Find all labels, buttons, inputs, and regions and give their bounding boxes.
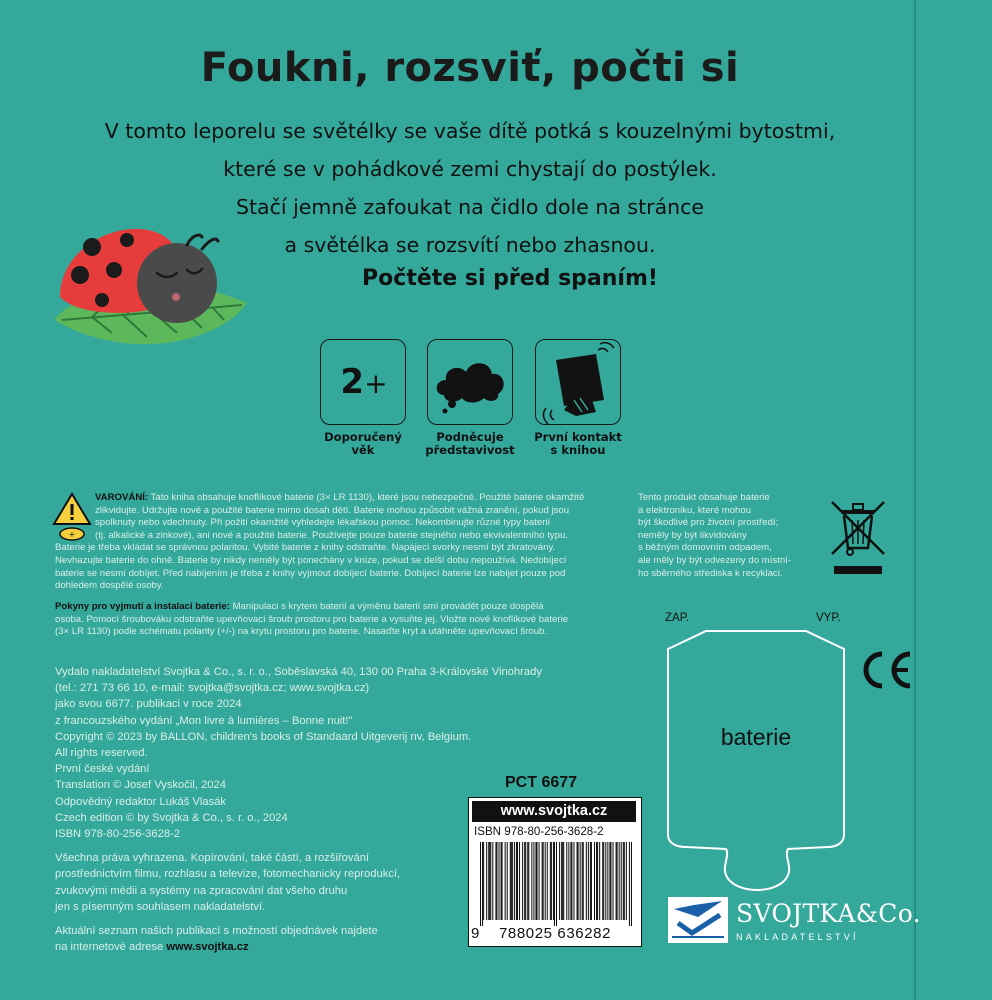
barcode-bar bbox=[591, 842, 592, 920]
spine-fold-line bbox=[914, 0, 916, 1000]
barcode-bar bbox=[543, 842, 544, 920]
barcode-bar bbox=[490, 842, 491, 920]
barcode-bar bbox=[525, 842, 526, 920]
barcode-bar bbox=[568, 842, 569, 920]
barcode-bar bbox=[531, 842, 532, 920]
battery-label: baterie bbox=[720, 724, 792, 750]
barcode-bar bbox=[542, 842, 543, 920]
rights-line: zvukovými médii a systémy na zpracování dat všeho druhu bbox=[55, 884, 348, 897]
warning-line: spolknuty nebo vdechnuty. Při požití okamžitě vyhledejte lékařskou pomoc. Nekombinujte různé typy baterií bbox=[95, 517, 551, 529]
product-code: PCT 6677 bbox=[505, 774, 578, 791]
barcode-bar bbox=[510, 842, 511, 920]
recycling-line: ho sběrného střediska k recyklaci. bbox=[638, 567, 783, 579]
imprint-line: Vydalo nakladatelství Svojtka & Co., s. r. o., Soběslavská 40, 130 00 Praha 3-Královské Vinohrady bbox=[55, 666, 542, 678]
svg-text:+: + bbox=[68, 530, 76, 539]
imprint-line: (tel.: 271 73 66 10, e-mail: svojtka@svojtka.cz; www.svojtka.cz) bbox=[55, 682, 370, 695]
barcode-label bbox=[468, 797, 642, 947]
barcode-bar bbox=[524, 842, 525, 920]
barcode-bar bbox=[507, 842, 508, 920]
instructions-heading: Pokyny pro vyjmutí a instalaci baterie: bbox=[55, 601, 230, 612]
barcode-bar bbox=[528, 842, 529, 920]
battery-warning bbox=[55, 492, 611, 593]
barcode-bar bbox=[596, 842, 597, 920]
barcode-bars-icon bbox=[480, 842, 632, 926]
barcode-bar bbox=[631, 842, 632, 926]
barcode-bar bbox=[624, 842, 625, 920]
imagination-label-line1: Podněcuje bbox=[436, 430, 504, 444]
imprint-line: Translation © Josef Vyskočil, 2024 bbox=[55, 779, 226, 792]
warning-line: baterie se nesmí dobíjet. Před nabíjením je třeba z knihy vyjmout dobíjecí baterie. Dobíjecí baterie lze nabíjet pouze pod bbox=[55, 567, 566, 579]
imprint-line: All rights reserved. bbox=[55, 747, 148, 760]
warning-line: (tj. alkalické a zinkové), ani nové a použité baterie. Používejte pouze baterie stejného nebo ekvivalentního typu. bbox=[95, 529, 569, 541]
intro-line: a světélka se rozsvítí nebo zhasnou. bbox=[284, 233, 656, 257]
barcode-bar bbox=[563, 842, 564, 920]
barcode-bar bbox=[573, 842, 574, 920]
imprint-line: Odpovědný redaktor Lukáš Vlasák bbox=[55, 795, 227, 808]
rights-line: Všechna práva vyhrazena. Kopírování, také částí, a rozšiřování bbox=[55, 852, 370, 865]
barcode-bar bbox=[607, 842, 608, 920]
imagination-label bbox=[410, 431, 530, 457]
barcode-bar bbox=[498, 842, 499, 920]
barcode-url: www.svojtka.cz bbox=[472, 801, 636, 822]
first-contact-label bbox=[518, 431, 638, 457]
book-title: Foukni, rozsviť, počti si bbox=[200, 45, 740, 91]
barcode-bar bbox=[594, 842, 595, 920]
ce-mark-icon bbox=[858, 648, 914, 692]
ladybug-icon bbox=[60, 229, 218, 323]
warning-line: Nevhazujte baterie do ohně. Baterie by nikdy neměly být ponechány v knize, pokud se delší dobu nepoužívá. Nedobíjecí bbox=[55, 554, 567, 566]
barcode-bar bbox=[527, 842, 528, 920]
barcode-bar bbox=[610, 842, 611, 920]
first-contact-label-line1: První kontakt bbox=[534, 430, 622, 444]
barcode-bar bbox=[599, 842, 600, 920]
thought-cloud-icon bbox=[428, 340, 514, 426]
imagination-label-line2: představivost bbox=[425, 443, 515, 457]
barcode-bar bbox=[501, 842, 502, 920]
age-plus: + bbox=[364, 367, 388, 400]
barcode-bar bbox=[603, 842, 604, 920]
warning-line: Baterie je třeba vkládat se správnou polaritou. Vybité baterie z knihy odstraňte. Napájecí svorky nesmí být zkratovány. bbox=[55, 542, 556, 554]
barcode-bar bbox=[519, 842, 520, 920]
barcode-bar bbox=[489, 842, 490, 920]
barcode-bar bbox=[586, 842, 587, 920]
barcode-bar bbox=[488, 842, 489, 920]
instructions-line: osoba. Pomocí šroubováku odstraňte upevňovací šroub prostoru pro baterie a vysuňte jej. Vložte nové knoflíkové baterie bbox=[55, 613, 569, 625]
barcode-bar bbox=[559, 842, 560, 920]
rights-line: prostřednictvím filmu, rozhlasu a televize, fotomechanicky reprodukcí, bbox=[55, 868, 401, 881]
recycling-line: Tento produkt obsahuje baterie bbox=[638, 492, 770, 503]
barcode-bar bbox=[554, 842, 555, 926]
barcode-bar bbox=[626, 842, 627, 920]
barcode-bar bbox=[616, 842, 617, 920]
barcode-bar bbox=[578, 842, 579, 920]
barcode-bar bbox=[583, 842, 584, 920]
barcode-first-digit: 9 bbox=[471, 925, 480, 942]
age-icon bbox=[321, 362, 407, 402]
switch-on-label: ZAP. bbox=[665, 612, 690, 624]
recycling-line: ale měly by být odvezeny do místní- bbox=[638, 554, 792, 566]
barcode-bar bbox=[550, 842, 551, 920]
recycling-line: s běžným domovním odpadem, bbox=[638, 542, 772, 554]
imprint-line: z francouzského vydání „Mon livre à lumières – Bonne nuit!" bbox=[55, 714, 353, 727]
barcode-bar bbox=[495, 842, 496, 920]
barcode-bar bbox=[516, 842, 517, 920]
barcode-bar bbox=[566, 842, 567, 920]
barcode-bar bbox=[619, 842, 620, 920]
crossed-bin-icon bbox=[826, 496, 890, 584]
recycling-line: být škodlivé pro životní prostředí; bbox=[638, 517, 779, 529]
intro-line: V tomto leporelu se světélky se vaše dítě potká s kouzelnými bytostmi, bbox=[104, 119, 836, 143]
barcode-bar bbox=[535, 842, 536, 920]
barcode-bar bbox=[533, 842, 534, 920]
barcode-bar bbox=[547, 842, 548, 920]
barcode-bar bbox=[629, 842, 630, 926]
barcode-bar bbox=[570, 842, 571, 920]
catalog-line: Aktuální seznam našich publikací s možností objednávek najdete bbox=[55, 925, 378, 938]
barcode-bar bbox=[577, 842, 578, 920]
barcode-bar bbox=[556, 842, 557, 926]
barcode-bar bbox=[588, 842, 589, 920]
age-recommendation-box bbox=[320, 339, 406, 425]
instructions-line: Manipulaci s krytem baterií a výměnu baterií smí provádět pouze dospělá bbox=[232, 601, 544, 612]
ladybug-illustration bbox=[52, 225, 252, 365]
barcode-bar bbox=[492, 842, 493, 920]
recycling-line: neměly by být likvidovány bbox=[638, 529, 747, 541]
barcode-number bbox=[469, 925, 641, 942]
barcode-bar bbox=[512, 842, 513, 920]
instructions-line: (3× LR 1130) podle schématu polarity (+/-) na krytu prostoru pro baterie. Nasaďte kryt a utáhněte upevňovací šroub. bbox=[55, 626, 548, 638]
barcode-bar bbox=[623, 842, 624, 920]
barcode-bar bbox=[502, 842, 503, 920]
recycling-notice bbox=[638, 492, 818, 580]
battery-instructions bbox=[55, 601, 611, 639]
barcode-bar bbox=[545, 842, 546, 920]
intro-line: Stačí jemně zafoukat na čidlo dole na stránce bbox=[235, 195, 705, 219]
imprint-line: Copyright © 2023 by BALLON, children's books of Standaard Uitgeverij nv, Belgium. bbox=[55, 730, 472, 743]
barcode-bar bbox=[551, 842, 552, 920]
publisher-name: SVOJTKA&Co. bbox=[736, 899, 921, 928]
imprint-line: Czech edition © by Svojtka & Co., s. r. o., 2024 bbox=[55, 811, 288, 824]
barcode-bar bbox=[582, 842, 583, 920]
imagination-box bbox=[427, 339, 513, 425]
barcode-bar bbox=[605, 842, 606, 920]
age-label-line1: Doporučený bbox=[324, 430, 402, 444]
barcode-bar bbox=[483, 842, 484, 920]
barcode-bar bbox=[571, 842, 572, 920]
barcode-bar bbox=[511, 842, 512, 920]
barcode-bar bbox=[562, 842, 563, 920]
barcode-bar bbox=[539, 842, 540, 920]
barcode-bar bbox=[609, 842, 610, 920]
first-contact-label-line2: s knihou bbox=[550, 443, 606, 457]
barcode-bar bbox=[580, 842, 581, 920]
battery-compartment-outline bbox=[664, 627, 850, 927]
barcode-bar bbox=[553, 842, 554, 920]
website-link[interactable]: www.svojtka.cz bbox=[166, 941, 249, 954]
imprint-line: První české vydání bbox=[55, 763, 150, 776]
touch-book-icon bbox=[536, 340, 622, 426]
barcode-bar bbox=[517, 842, 518, 920]
switch-off-label: VYP. bbox=[816, 612, 841, 624]
publisher-subtitle: NAKLADATELSTVÍ bbox=[736, 932, 859, 942]
barcode-bar bbox=[496, 842, 497, 920]
first-contact-box bbox=[535, 339, 621, 425]
warning-line: dohledem dospělé osoby. bbox=[55, 580, 164, 592]
recycling-line: a elektroniku, které mohou bbox=[638, 504, 752, 516]
rights-line: jen s písemným souhlasem nakladatelství. bbox=[55, 900, 266, 913]
catalog-prefix: na internetové adrese bbox=[55, 941, 167, 954]
barcode-bar bbox=[522, 842, 523, 920]
warning-line: zlikvidujte. Udržujte nové a použité baterie mimo dosah dětí. Baterie mohou způsobit vážná zranění, pokud jsou bbox=[95, 504, 570, 516]
age-label-line2: věk bbox=[351, 443, 375, 457]
barcode-bar bbox=[617, 842, 618, 920]
tagline: Počtěte si před spaním! bbox=[362, 266, 658, 291]
imprint-line: ISBN 978-80-256-3628-2 bbox=[55, 828, 181, 841]
barcode-digits: 788025 636282 bbox=[498, 925, 612, 942]
barcode-bar bbox=[514, 842, 515, 920]
barcode-bar bbox=[505, 842, 506, 920]
publisher-logo-icon bbox=[668, 897, 728, 943]
barcode-bar bbox=[480, 842, 481, 926]
intro-line: které se v pohádkové zemi chystají do postýlek. bbox=[223, 157, 717, 181]
barcode-bar bbox=[612, 842, 613, 920]
barcode-bar bbox=[621, 842, 622, 920]
barcode-bar bbox=[482, 842, 483, 926]
warning-line: Tato kniha obsahuje knoflíkové baterie (3× LR 1130), které jsou nebezpečné. Použité baterie okamžitě bbox=[150, 492, 585, 503]
barcode-isbn: ISBN 978-80-256-3628-2 bbox=[474, 825, 604, 838]
barcode-bar bbox=[486, 842, 487, 920]
barcode-bar bbox=[590, 842, 591, 920]
age-label bbox=[303, 431, 423, 457]
barcode-bar bbox=[561, 842, 562, 920]
barcode-bar bbox=[597, 842, 598, 920]
age-value: 2 bbox=[340, 362, 365, 402]
barcode-bar bbox=[536, 842, 537, 920]
barcode-bar bbox=[602, 842, 603, 920]
warning-heading: VAROVÁNÍ: bbox=[95, 492, 149, 503]
imprint-line: jako svou 6677. publikaci v roce 2024 bbox=[55, 698, 242, 711]
